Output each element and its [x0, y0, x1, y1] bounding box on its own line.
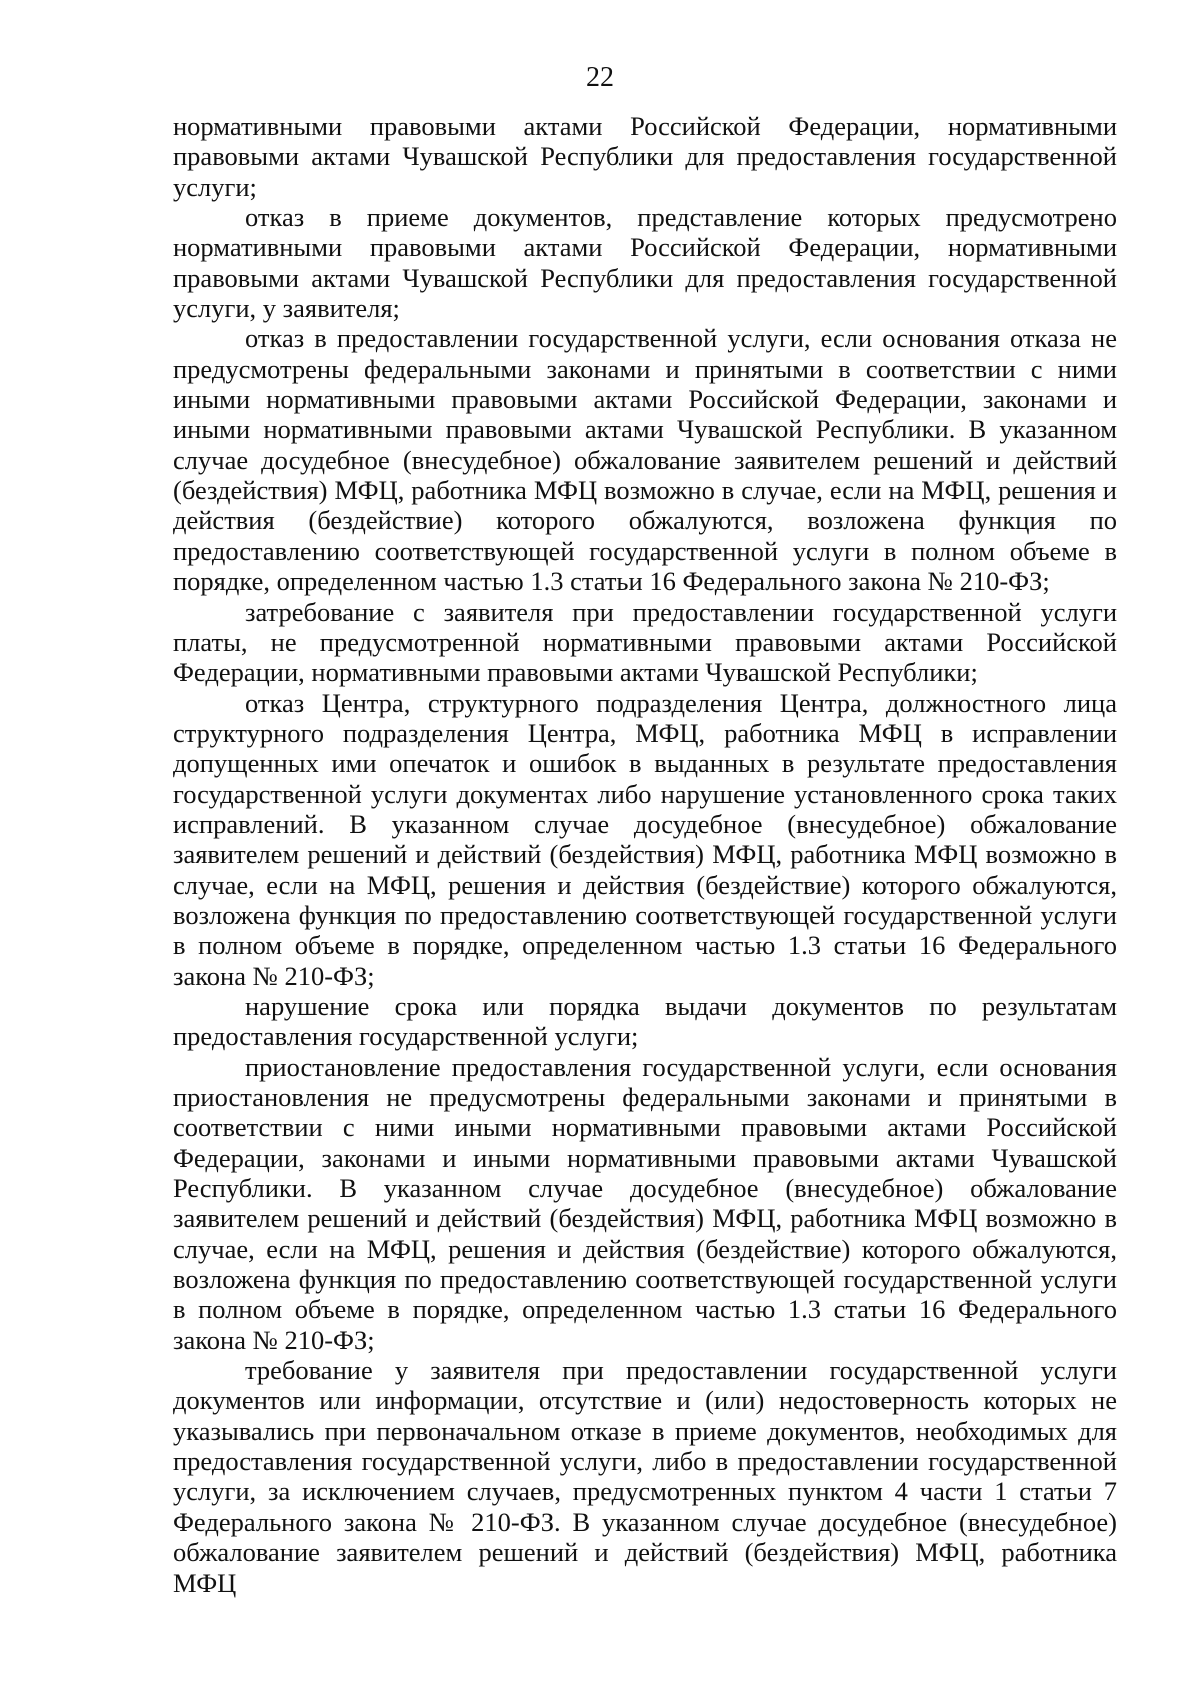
paragraph-7: приостановление предоставления государственной услуги, если основания приостановления не предусмотрены федеральными законами и принятыми в соответствии с ними иными нормативными правовыми актами Российской Федерации, законами и иными нормативными правовыми актами Чувашской Республики. В указанном случае досудебное (внесудебное) обжалование заявителем решений и действий (бездействия) МФЦ, работника МФЦ возможно в случае, если на МФЦ, решения и действия (бездействие) которого обжалуются, возложена функция по предоставлению соответствующей государственной услуги в полном объеме в порядке, определенном частью 1.3 статьи 16 Федерального закона № 210-ФЗ; — [173, 1051, 1117, 1355]
paragraph-1-continuation: нормативными правовыми актами Российской Федерации, нормативными правовыми актами Чувашской Республики для предоставления государственной услуги; — [173, 111, 1117, 202]
document-body — [173, 111, 1117, 1598]
paragraph-8: требование у заявителя при предоставлении государственной услуги документов или информации, отсутствие и (или) недостоверность которых не указывались при первоначальном отказе в приеме документов, необходимых для предоставления государственной услуги, либо в предоставлении государственной услуги, за исключением случаев, предусмотренных пунктом 4 части 1 статьи 7 Федерального закона № 210-ФЗ. В указанном случае досудебное (внесудебное) обжалование заявителем решений и действий (бездействия) МФЦ, работника МФЦ — [173, 1355, 1117, 1598]
paragraph-2: отказ в приеме документов, представление которых предусмотрено нормативными правовыми актами Российской Федерации, нормативными правовыми актами Чувашской Республики для предоставления государственной услуги, у заявителя; — [173, 202, 1117, 324]
page-number: 22 — [586, 62, 614, 93]
paragraph-5: отказ Центра, структурного подразделения Центра, должностного лица структурного подразделения Центра, МФЦ, работника МФЦ в исправлении допущенных ими опечаток и ошибок в выданных в результате предоставления государственной услуги документах либо нарушение установленного срока таких исправлений. В указанном случае досудебное (внесудебное) обжалование заявителем решений и действий (бездействия) МФЦ, работника МФЦ возможно в случае, если на МФЦ, решения и действия (бездействие) которого обжалуются, возложена функция по предоставлению соответствующей государственной услуги в полном объеме в порядке, определенном частью 1.3 статьи 16 Федерального закона № 210-ФЗ; — [173, 687, 1117, 991]
paragraph-6: нарушение срока или порядка выдачи документов по результатам предоставления государственной услуги; — [173, 990, 1117, 1052]
paragraph-3: отказ в предоставлении государственной услуги, если основания отказа не предусмотрены федеральными законами и принятыми в соответствии с ними иными нормативными правовыми актами Российской Федерации, законами и иными нормативными правовыми актами Чувашской Республики. В указанном случае досудебное (внесудебное) обжалование заявителем решений и действий (бездействия) МФЦ, работника МФЦ возможно в случае, если на МФЦ, решения и действия (бездействие) которого обжалуются, возложена функция по предоставлению соответствующей государственной услуги в полном объеме в порядке, определенном частью 1.3 статьи 16 Федерального закона № 210-ФЗ; — [173, 323, 1117, 597]
paragraph-4: затребование с заявителя при предоставлении государственной услуги платы, не предусмотренной нормативными правовыми актами Российской Федерации, нормативными правовыми актами Чувашской Республики; — [173, 596, 1117, 688]
